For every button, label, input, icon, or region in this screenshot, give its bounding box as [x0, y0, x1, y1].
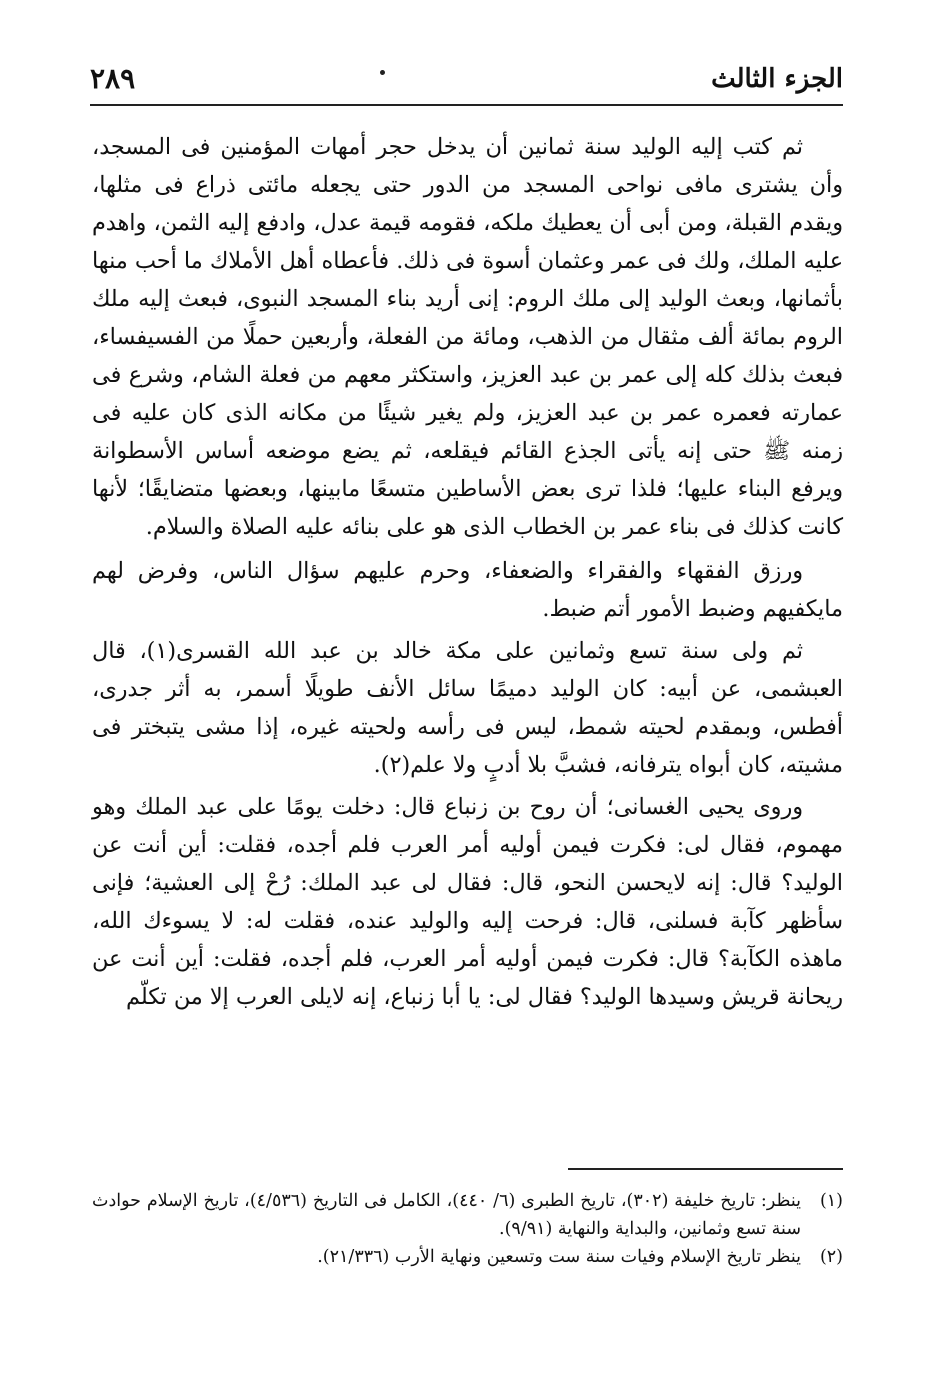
paragraph: ثم كتب إليه الوليد سنة ثمانين أن يدخل حجر أمهات المؤمنين فى المسجد، وأن يشترى مافى نواحى المسجد من الدور حتى يجعله مائتى ذراع فى مثلها، ويقدم القبلة، ومن أبى أن يعطيك ملكه، فقومه قيمة عدل، وادفع إليه الثمن، واهدم عليه الملك، ولك فى عمر وعثمان أسوة فى ذلك. فأعطاه أهل الأملاك ما أحب منها بأثمانها، وبعث الوليد إلى ملك الروم: إنى أريد بناء المسجد النبوى، فبعث إليه ملك الروم بمائة ألف مثقال من الذهب، ومائة من الفعلة، وأربعين حملًا من الفسيفساء، فبعث بذلك كله إلى عمر بن عبد العزيز، واستكثر معهم من فعلة الشام، وشرع فى عمارته فعمره عمر بن عبد العزيز، ولم يغير شيئًا من مكانه الذى كان عليه فى زمنه ﷺ حتى إنه يأتى الجذع القائم فيقلعه، ثم يضع موضعه أساس الأسطوانة ويرفع البناء عليها؛ فلذا ترى بعض الأساطين متسعًا مابينها، وبعضها متضايقًا؛ لأنها كانت كذلك فى بناء عمر بن الخطاب الذى هو على بنائه عليه الصلاة والسلام. [92, 134, 843, 540]
paragraph: ثم ولى سنة تسع وثمانين على مكة خالد بن عبد الله القسرى(١)، قال العبشمى، عن أبيه: كان الوليد دميمًا سائل الأنف طويلًا أسمر، به أثر جدرى، أفطس، وبمقدم لحيته شمط، ليس فى رأسه ولحيته غيره، إذا مشى يتبختر فى مشيته، كان أبواه يترفانه، فشبَّ بلا أدبٍ ولا علم(٢). [92, 638, 843, 778]
footnotes [92, 1187, 843, 1271]
footnote-text: ينظر تاريخ الإسلام وفيات سنة ست وتسعين ونهاية الأرب (٢١/٣٣٦). [317, 1247, 801, 1267]
paragraph: وروى يحيى الغسانى؛ أن روح بن زنباع قال: دخلت يومًا على عبد الملك وهو مهموم، فقال لى: فكرت فيمن أوليه أمر العرب فلم أجده، فقلت: أين أنت عن الوليد؟ قال: إنه لايحسن النحو، قال: فقال لى عبد الملك: رُحْ إلى العشية؛ فإنى سأظهر كآبة فسلنى، قال: فرحت إليه والوليد عنده، فقلت له: لا يسوءك الله، ماهذه الكآبة؟ قال: فكرت فيمن أوليه أمر العرب، فلم أجده، فقلت: أين أنت عن ريحانة قريش وسيدها الوليد؟ فقال لى: يا أبا زنباع، إنه لايلى العرب إلا من تكلّم [92, 794, 843, 1010]
footnote-text: ينظر: تاريخ خليفة (٣٠٢)، تاريخ الطبرى (٦/ ٤٤٠)، الكامل فى التاريخ (٤/٥٣٦)، تاريخ الإسلام حوادث سنة تسع وثمانين، والبداية والنهاية (٩/٩١). [92, 1191, 801, 1239]
running-header [90, 60, 843, 106]
footnote [92, 1243, 843, 1271]
page-number: ٢٨٩ [90, 62, 136, 95]
header-dot [380, 70, 385, 75]
footnote-number: (١) [819, 1191, 843, 1211]
footnote-separator [568, 1168, 843, 1170]
main-text [92, 128, 843, 1020]
footnote-number: (٢) [819, 1247, 843, 1267]
paragraph: ورزق الفقهاء والفقراء والضعفاء، وحرم عليهم سؤال الناس، وفرض لهم مايكفيهم وضبط الأمور أتم ضبط. [92, 558, 843, 622]
footnote [92, 1187, 843, 1243]
volume-title: الجزء الثالث [711, 64, 843, 94]
